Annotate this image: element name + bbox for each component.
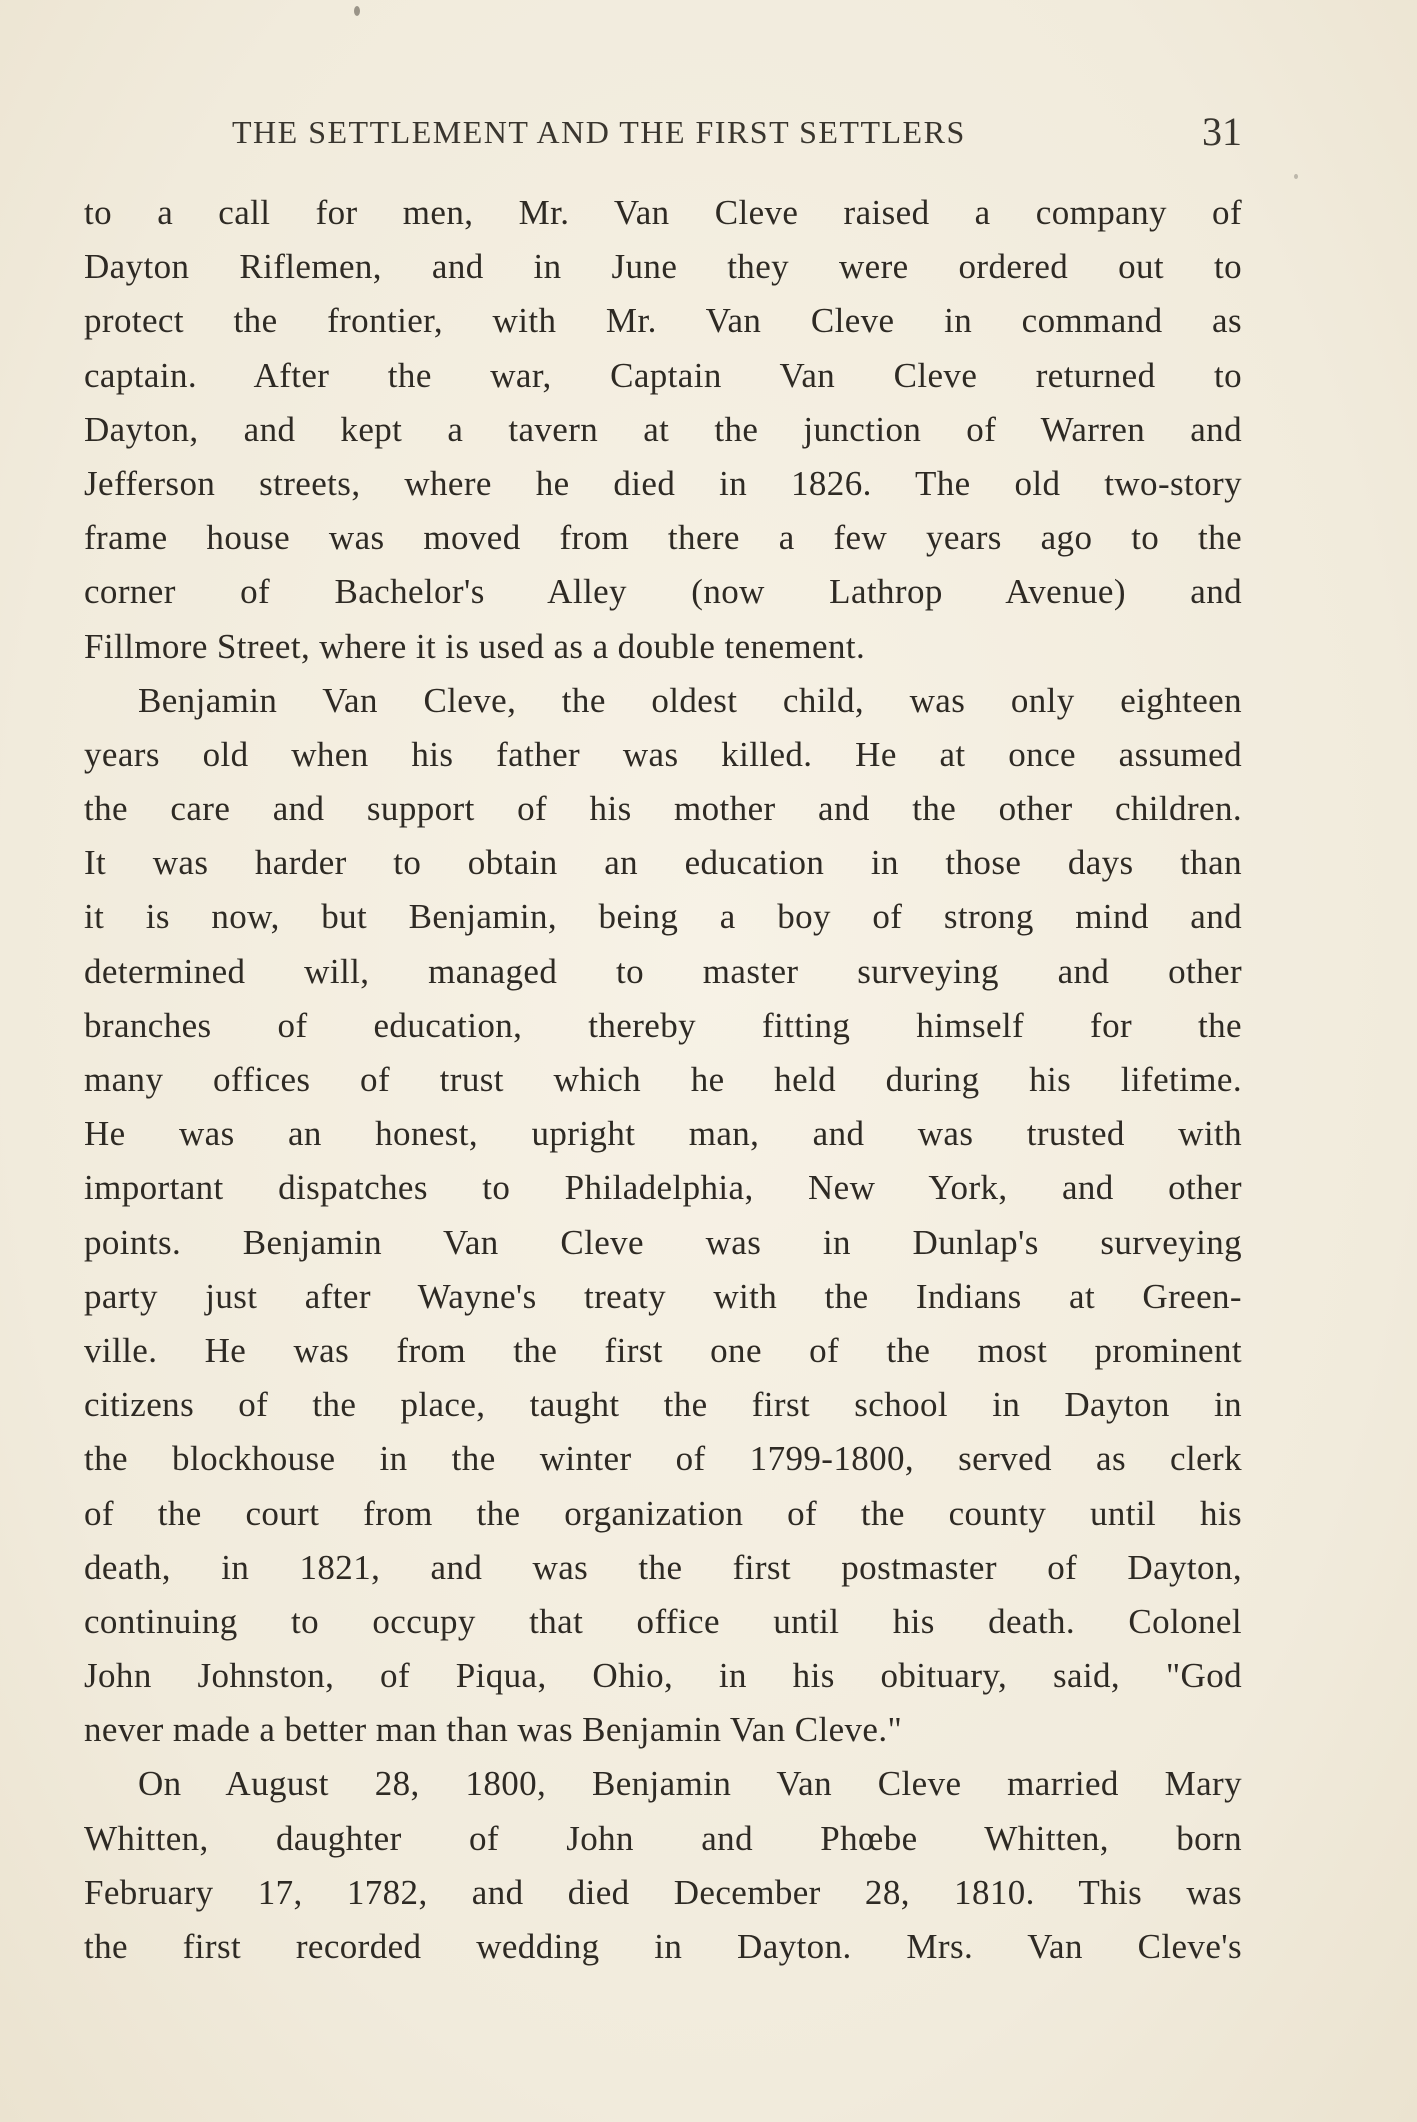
- text-line: important dispatches to Philadelphia, New York, and other: [84, 1168, 1242, 1208]
- text-line: frame house was moved from there a few years ago to the: [84, 518, 1242, 558]
- text-line: protect the frontier, with Mr. Van Cleve in command as: [84, 301, 1242, 341]
- body-text: [84, 186, 1242, 1974]
- text-line: never made a better man than was Benjamin Van Cleve.": [84, 1710, 903, 1750]
- text-line: ville. He was from the first one of the most prominent: [84, 1330, 1242, 1370]
- text-line: of the court from the organization of the county until his: [84, 1493, 1242, 1533]
- text-line: Fillmore Street, where it is used as a double tenement.: [84, 626, 866, 666]
- text-line: citizens of the place, taught the first school in Dayton in: [84, 1385, 1242, 1425]
- text-line: many offices of trust which he held during his lifetime.: [84, 1060, 1242, 1099]
- text-line: party just after Wayne's treaty with the Indians at Green-: [84, 1276, 1242, 1316]
- ink-speck-margin: [1294, 174, 1298, 179]
- page-number: 31: [1202, 109, 1242, 154]
- text-line: captain. After the war, Captain Van Cleve returned to: [84, 355, 1242, 395]
- text-line: points. Benjamin Van Cleve was in Dunlap's surveying: [84, 1222, 1242, 1262]
- text-line: corner of Bachelor's Alley (now Lathrop Avenue) and: [84, 572, 1242, 612]
- text-line: It was harder to obtain an education in those days than: [84, 843, 1242, 883]
- text-line: John Johnston, of Piqua, Ohio, in his obituary, said, "God: [84, 1656, 1242, 1696]
- text-line: On August 28, 1800, Benjamin Van Cleve married Mary: [138, 1764, 1242, 1804]
- ink-speck: [354, 6, 360, 16]
- text-line: the care and support of his mother and the other children.: [84, 789, 1242, 829]
- text-line: Jefferson streets, where he died in 1826. The old two-story: [84, 463, 1242, 503]
- text-line: continuing to occupy that office until his death. Colonel: [84, 1601, 1242, 1641]
- text-line: years old when his father was killed. He at once assumed: [84, 734, 1242, 774]
- text-line: Benjamin Van Cleve, the oldest child, was only eighteen: [138, 680, 1242, 720]
- text-line: February 17, 1782, and died December 28, 1810. This was: [84, 1872, 1242, 1912]
- running-head: [232, 110, 1242, 160]
- text-line: the first recorded wedding in Dayton. Mrs. Van Cleve's: [84, 1927, 1242, 1966]
- text-line: determined will, managed to master surveying and other: [84, 951, 1242, 991]
- running-title: THE SETTLEMENT AND THE FIRST SETTLERS: [232, 114, 966, 150]
- text-line: He was an honest, upright man, and was trusted with: [84, 1114, 1242, 1154]
- text-line: the blockhouse in the winter of 1799-1800, served as clerk: [84, 1439, 1242, 1479]
- text-line: death, in 1821, and was the first postmaster of Dayton,: [84, 1547, 1242, 1587]
- text-line: it is now, but Benjamin, being a boy of strong mind and: [84, 897, 1242, 937]
- text-line: Whitten, daughter of John and Phœbe Whitten, born: [84, 1818, 1242, 1858]
- text-line: Dayton, and kept a tavern at the junction of Warren and: [84, 409, 1242, 449]
- text-line: to a call for men, Mr. Van Cleve raised a company of: [84, 193, 1242, 232]
- text-line: branches of education, thereby fitting himself for the: [84, 1005, 1242, 1045]
- text-line: Dayton Riflemen, and in June they were ordered out to: [84, 247, 1242, 287]
